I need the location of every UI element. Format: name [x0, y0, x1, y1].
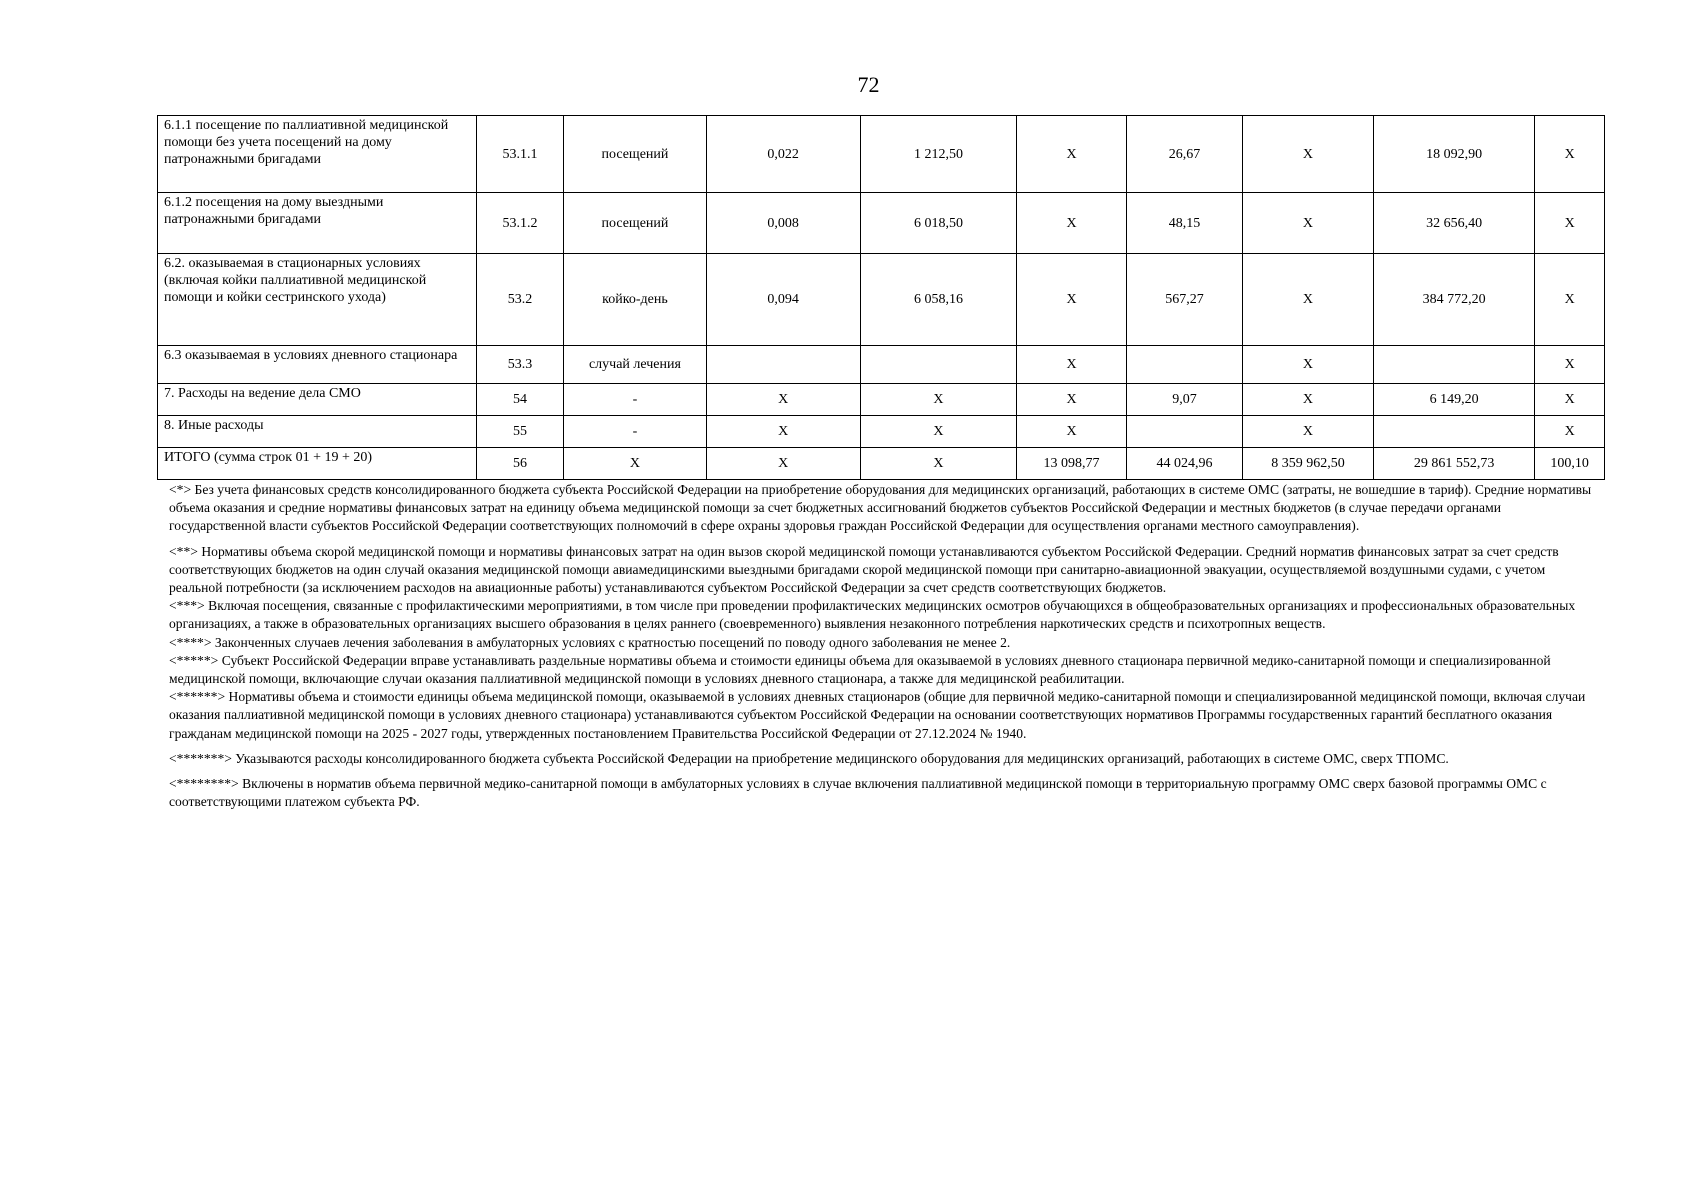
table-cell: 32 656,40: [1374, 193, 1535, 254]
table-cell: 13 098,77: [1017, 448, 1127, 480]
row-name-cell: 8. Иные расходы: [158, 416, 477, 448]
table-cell: X: [1242, 116, 1373, 193]
table-cell: X: [1535, 416, 1605, 448]
table-cell: X: [1017, 116, 1127, 193]
table-cell: 384 772,20: [1374, 254, 1535, 346]
footnote: <*> Без учета финансовых средств консолидированного бюджета субъекта Российской Федерации на приобретение оборудования для медицинских организаций, работающих в системе ОМС (затраты, не вошедшие в тариф). Средние нормативы объема оказания и средние нормативы финансовых затрат на единицу объема медицинской помощи за счет бюджетных ассигнований бюджетов субъектов Российской Федерации и местных бюджетов (в случае передачи органами государственной власти субъектов Российской Федерации соответствующих полномочий в сфере охраны здоровья граждан Российской Федерации для осуществления органами местного самоуправления).: [169, 482, 1592, 534]
row-name-cell: ИТОГО (сумма строк 01 + 19 + 20): [158, 448, 477, 480]
table-cell: X: [1535, 346, 1605, 384]
table-row: [158, 254, 1605, 346]
table-cell: 1 212,50: [860, 116, 1016, 193]
table-cell: 0,022: [706, 116, 860, 193]
table-cell: 48,15: [1126, 193, 1242, 254]
table-cell: 44 024,96: [1126, 448, 1242, 480]
table-cell: 6 058,16: [860, 254, 1016, 346]
table-cell: 53.1.2: [476, 193, 564, 254]
table-cell: 53.2: [476, 254, 564, 346]
table-cell: [1126, 416, 1242, 448]
table-cell: X: [564, 448, 706, 480]
footnote: <*****> Субъект Российской Федерации вправе устанавливать раздельные нормативы объема и стоимости единицы объема для оказываемой в условиях дневного стационара первичной медико-санитарной помощи и специализированной медицинской помощи, включающие случаи оказания паллиативной медицинской помощи в условиях дневного стационара, а также для медицинской реабилитации.: [169, 652, 1551, 687]
row-name-cell: 6.1.2 посещения на дому выездными патронажными бригадами: [158, 193, 477, 254]
table-cell: X: [1017, 416, 1127, 448]
table-cell: X: [860, 416, 1016, 448]
table-cell: 567,27: [1126, 254, 1242, 346]
row-name-cell: 6.3 оказываемая в условиях дневного стационара: [158, 346, 477, 384]
table-cell: X: [706, 384, 860, 416]
table-cell: 9,07: [1126, 384, 1242, 416]
table-cell: X: [1017, 254, 1127, 346]
footnote: <****> Законченных случаев лечения заболевания в амбулаторных условиях с кратностью посещений по поводу одного заболевания не менее 2.: [169, 634, 1011, 650]
table-row: [158, 116, 1605, 193]
table-cell: 56: [476, 448, 564, 480]
table-cell: 29 861 552,73: [1374, 448, 1535, 480]
table-cell: 54: [476, 384, 564, 416]
table-row: [158, 416, 1605, 448]
table-cell: 0,094: [706, 254, 860, 346]
table-cell: [1126, 346, 1242, 384]
table-cell: X: [1017, 384, 1127, 416]
page-number: 72: [857, 72, 880, 97]
table-cell: 8 359 962,50: [1242, 448, 1373, 480]
table-cell: случай лечения: [564, 346, 706, 384]
financing-table: [157, 115, 1605, 480]
table-cell: -: [564, 416, 706, 448]
table-cell: X: [860, 384, 1016, 416]
footnote: <***> Включая посещения, связанные с профилактическими мероприятиями, в том числе при проведении профилактических медицинских осмотров обучающихся в общеобразовательных организациях и профессиональных образовательных организациях, а также в образовательных организациях высшего образования в целях раннего (своевременного) выявления незаконного потребления наркотических средств и психотропных веществ.: [169, 598, 1576, 632]
row-name-cell: 7. Расходы на ведение дела СМО: [158, 384, 477, 416]
footnote: <**> Нормативы объема скорой медицинской помощи и нормативы финансовых затрат на один вызов скорой медицинской помощи устанавливаются субъектом Российской Федерации. Средний норматив финансовых затрат за счет средств соответствующих бюджетов на один случай оказания медицинской помощи авиамедицинскими выездными бригадами скорой медицинской помощи при санитарно-авиационной эвакуации, осуществляемой воздушными судами, с учетом реальной потребности (за исключением расходов на авиационные работы) устанавливаются субъектом Российской Федерации за счет средств соответствующих бюджетов.: [169, 543, 1559, 596]
table-row: [158, 346, 1605, 384]
table-cell: X: [1242, 346, 1373, 384]
table-cell: 55: [476, 416, 564, 448]
table-cell: 53.3: [476, 346, 564, 384]
table-cell: [860, 346, 1016, 384]
row-name-cell: 6.2. оказываемая в стационарных условиях (включая койки паллиативной медицинской помощи и койки сестринского ухода): [158, 254, 477, 346]
table-cell: 100,10: [1535, 448, 1605, 480]
table-cell: X: [1017, 346, 1127, 384]
table-cell: X: [1242, 384, 1373, 416]
row-name-cell: 6.1.1 посещение по паллиативной медицинской помощи без учета посещений на дому патронажными бригадами: [158, 116, 477, 193]
table-cell: X: [1242, 416, 1373, 448]
table-cell: X: [860, 448, 1016, 480]
table-row: [158, 193, 1605, 254]
table-cell: [706, 346, 860, 384]
table-cell: 18 092,90: [1374, 116, 1535, 193]
table-cell: 0,008: [706, 193, 860, 254]
footnote: <*******> Указываются расходы консолидированного бюджета субъекта Российской Федерации на приобретение медицинского оборудования для медицинских организаций, работающих в системе ОМС, сверх ТПОМС.: [169, 750, 1449, 766]
table-cell: 53.1.1: [476, 116, 564, 193]
table-cell: 26,67: [1126, 116, 1242, 193]
table-cell: X: [1535, 193, 1605, 254]
table-cell: X: [706, 416, 860, 448]
table-cell: X: [1242, 254, 1373, 346]
table-cell: койко-день: [564, 254, 706, 346]
table-cell: X: [1242, 193, 1373, 254]
footnotes: [169, 481, 1599, 811]
table-row: [158, 384, 1605, 416]
footnote: <******> Нормативы объема и стоимости единицы объема медицинской помощи, оказываемой в условиях дневных стационаров (общие для первичной медико-санитарной помощи и специализированной медицинской помощи, включая случаи оказания паллиативной медицинской помощи в условиях дневного стационара) устанавливаются субъектом Российской Федерации на основании соответствующих нормативов Программы государственных гарантий бесплатного оказания гражданам медицинской помощи на 2025 - 2027 годы, утвержденных постановлением Правительства Российской Федерации от 27.12.2024 № 1940.: [169, 689, 1586, 741]
table-cell: посещений: [564, 116, 706, 193]
table-cell: 6 149,20: [1374, 384, 1535, 416]
table-cell: X: [1535, 254, 1605, 346]
table-cell: посещений: [564, 193, 706, 254]
table-row: [158, 448, 1605, 480]
table-cell: X: [1017, 193, 1127, 254]
table-cell: [1374, 346, 1535, 384]
table-cell: X: [1535, 384, 1605, 416]
table-cell: -: [564, 384, 706, 416]
table-cell: X: [706, 448, 860, 480]
footnote: <********> Включены в норматив объема первичной медико-санитарной помощи в амбулаторных условиях в случае включения паллиативной медицинской помощи в территориальную программу ОМС сверх базовой программы ОМС с соответствующими платежом субъекта РФ.: [169, 776, 1547, 810]
table-cell: 6 018,50: [860, 193, 1016, 254]
table-cell: [1374, 416, 1535, 448]
table-cell: X: [1535, 116, 1605, 193]
